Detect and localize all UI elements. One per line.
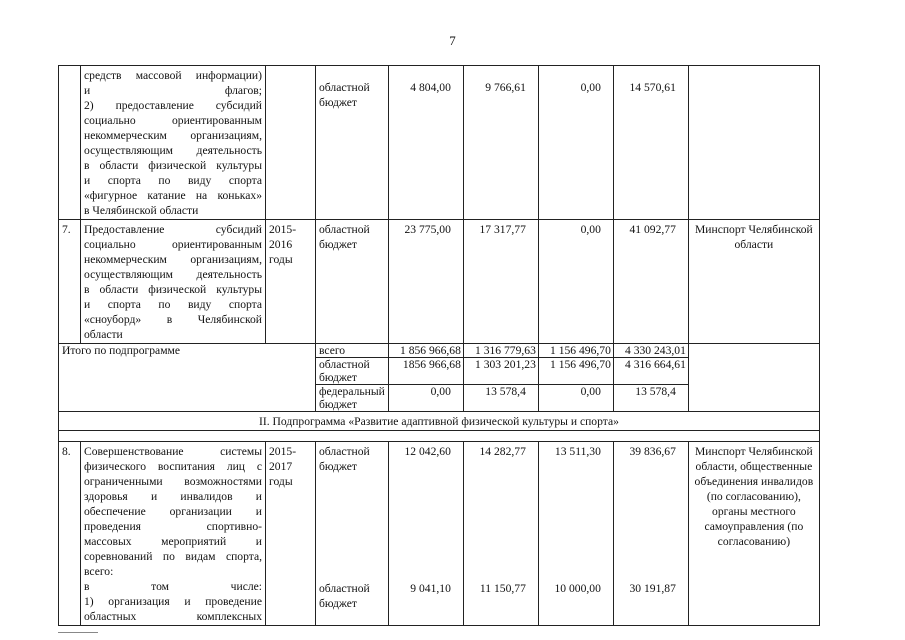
- executor-cell: [688, 66, 819, 220]
- executor: Минспорт Челябинской области, общественные объединения инвалидов (по согласованию), органы местного самоуправления (по согласованию): [688, 442, 819, 626]
- spacer-cell: [59, 431, 820, 442]
- total-value-2016: 13 578,4: [463, 385, 538, 412]
- measure-name-line: осуществляющим деятельность: [84, 144, 262, 157]
- total-value-sum: 4 316 664,61: [613, 358, 688, 385]
- value-2017: 0,00: [538, 220, 613, 344]
- measure-name-line: ограниченными возможностями: [84, 475, 262, 488]
- total-row-all: [59, 344, 820, 358]
- total-source: всего: [316, 344, 389, 358]
- program-table: [58, 65, 820, 626]
- value-2015: 4 804,00: [388, 66, 463, 220]
- value-total: 39 836,67: [629, 445, 676, 458]
- measure-name-line: некоммерческим организациям,: [84, 253, 262, 266]
- value-total-cell: [613, 442, 688, 626]
- measure-name-line: Предоставление субсидий: [84, 223, 262, 236]
- total-value-2017: 0,00: [538, 385, 613, 412]
- value-2015: 12 042,60: [404, 445, 451, 458]
- years: 2015-2016 годы: [266, 220, 316, 344]
- measure-name-line: 1) организация и проведение: [84, 595, 262, 608]
- value-total: 14 570,61: [613, 66, 688, 220]
- funding-source: областной бюджет: [316, 220, 389, 344]
- value-2016: 17 317,77: [463, 220, 538, 344]
- total-value-2017: 1 156 496,70: [538, 358, 613, 385]
- value-total-sub: 30 191,87: [629, 582, 676, 595]
- funding-source: областной бюджет: [316, 66, 389, 220]
- measure-name-line: в том числе:: [84, 580, 262, 593]
- measure-name-line: обеспечение организации и: [84, 505, 262, 518]
- measure-name-line: физического воспитания лиц с: [84, 460, 262, 473]
- funding-source-cell: [316, 442, 389, 626]
- measure-name-line: социально ориентированным: [84, 114, 262, 127]
- spacer-row: [59, 431, 820, 442]
- table-row-7: [59, 220, 820, 344]
- value-2015: 23 775,00: [388, 220, 463, 344]
- total-executor-cell: [688, 344, 819, 412]
- measure-name-line: осуществляющим деятельность: [84, 268, 262, 281]
- value-2016: 14 282,77: [479, 445, 526, 458]
- measure-name-line: и флагов;: [84, 84, 262, 97]
- table-row-8: [59, 442, 820, 626]
- row-number-cell: [59, 66, 81, 220]
- measure-name-line: областных комплексных: [84, 610, 262, 623]
- footer-rule: [58, 632, 98, 633]
- years: 2015-2017 годы: [266, 442, 316, 626]
- measure-name: [84, 68, 262, 218]
- value-2017: 0,00: [538, 66, 613, 220]
- total-value-2015: 0,00: [388, 385, 463, 412]
- measure-name-line: проведения спортивно-: [84, 520, 262, 533]
- measure-name-line: некоммерческим организациям,: [84, 129, 262, 142]
- total-value-sum: 4 330 243,01: [613, 344, 688, 358]
- row-number: 7.: [59, 220, 81, 344]
- value-2016-sub: 11 150,77: [479, 582, 526, 595]
- measure-name-line: Совершенствование системы: [84, 445, 262, 458]
- years-cell: [266, 66, 316, 220]
- total-value-2015: 1856 966,68: [388, 358, 463, 385]
- measure-name-cell: [81, 442, 266, 626]
- total-source: областной бюджет: [316, 358, 389, 385]
- value-2017-cell: [538, 442, 613, 626]
- value-2017: 13 511,30: [554, 445, 601, 458]
- funding-source-sub: областной бюджет: [319, 582, 370, 610]
- funding-source: областной бюджет: [319, 445, 370, 473]
- value-2015-cell: [388, 442, 463, 626]
- measure-name-line: средств массовой информации): [84, 69, 262, 82]
- total-value-2016: 1 303 201,23: [463, 358, 538, 385]
- total-label: Итого по подпрограмме: [59, 344, 316, 412]
- total-value-2017: 1 156 496,70: [538, 344, 613, 358]
- measure-name: [84, 444, 262, 624]
- measure-name-line: в Челябинской области: [84, 204, 199, 217]
- measure-name-cell: [81, 220, 266, 344]
- total-value-2015: 1 856 966,68: [388, 344, 463, 358]
- measure-name-cell: [81, 66, 266, 220]
- value-2016: 9 766,61: [463, 66, 538, 220]
- section-header-row: [59, 412, 820, 431]
- total-value-2016: 1 316 779,63: [463, 344, 538, 358]
- measure-name-line: соревнований по видам спорта,: [84, 550, 262, 563]
- executor: Минспорт Челябинской области: [688, 220, 819, 344]
- measure-name-line: и спорта по виду спорта: [84, 174, 262, 187]
- table-row-continuation: [59, 66, 820, 220]
- measure-name-line: 2) предоставление субсидий: [84, 99, 262, 112]
- measure-name-line: массовых мероприятий и: [84, 535, 262, 548]
- measure-name-line: области: [84, 328, 123, 341]
- row-number: 8.: [59, 442, 81, 626]
- measure-name-line: «сноуборд» в Челябинской: [84, 313, 262, 326]
- measure-name-line: и спорта по виду спорта: [84, 298, 262, 311]
- total-value-sum: 13 578,4: [613, 385, 688, 412]
- measure-name-line: в области физической культуры: [84, 159, 262, 172]
- value-2017-sub: 10 000,00: [554, 582, 601, 595]
- measure-name-line: всего:: [84, 565, 114, 578]
- page-number: 7: [449, 33, 456, 48]
- value-2016-cell: [463, 442, 538, 626]
- total-source: федеральный бюджет: [316, 385, 389, 412]
- measure-name: [84, 222, 262, 342]
- value-total: 41 092,77: [613, 220, 688, 344]
- measure-name-line: «фигурное катание на коньках»: [84, 189, 262, 202]
- value-2015-sub: 9 041,10: [410, 582, 451, 595]
- measure-name-line: в области физической культуры: [84, 283, 262, 296]
- section-title: II. Подпрограмма «Развитие адаптивной физической культуры и спорта»: [59, 412, 820, 431]
- measure-name-line: здоровья и инвалидов и: [84, 490, 262, 503]
- measure-name-line: социально ориентированным: [84, 238, 262, 251]
